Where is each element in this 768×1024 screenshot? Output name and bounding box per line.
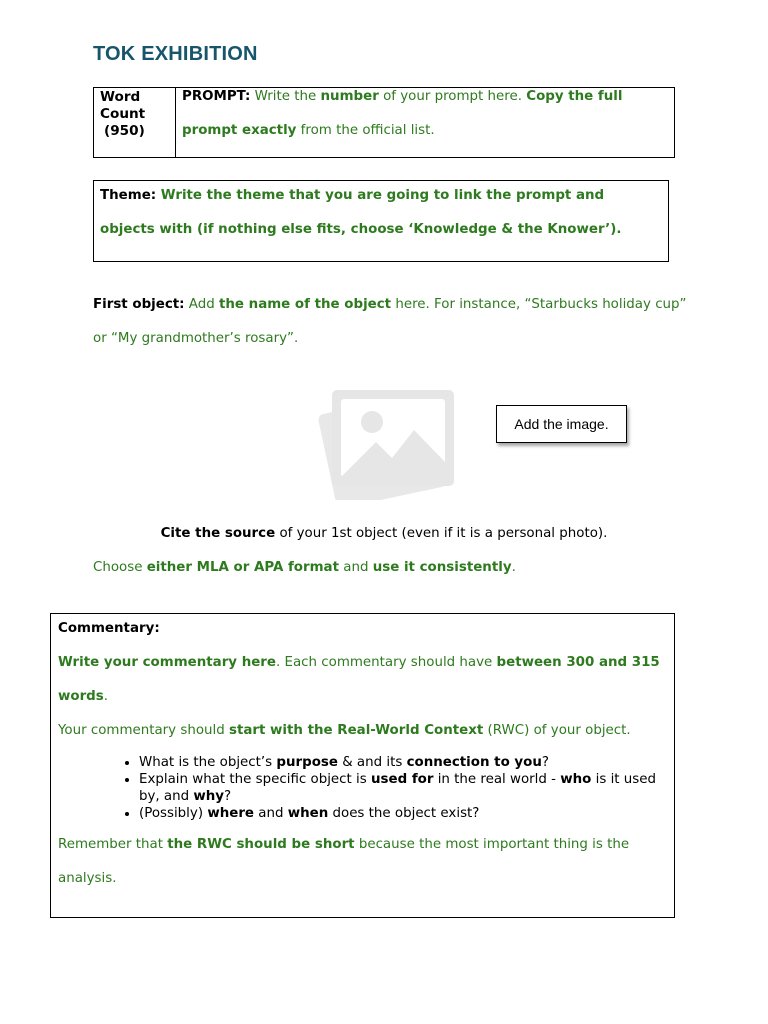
prompt-label: PROMPT: <box>182 89 251 104</box>
word-count-label-line1: Word <box>100 89 141 105</box>
prompt-table <box>93 87 675 158</box>
format-bold-2: use it consistently <box>372 560 512 575</box>
commentary-heading: Commentary: <box>58 621 160 636</box>
word-count-label-line2: Count <box>100 106 146 122</box>
format-text-2: and <box>339 560 373 575</box>
first-object-bold-1: the name of the object <box>218 297 392 312</box>
commentary-bold-1: Write your commentary here <box>58 655 276 670</box>
theme-text: Write the theme that you are going to link the prompt and objects with (if nothing else fits, choose ‘Knowledge & the Knower’). <box>100 188 622 237</box>
format-line <box>93 551 516 585</box>
image-placeholder-icon[interactable] <box>314 380 459 504</box>
rwc-bullet-list <box>58 754 667 822</box>
cite-text: of your 1st object (even if it is a personal photo). <box>275 526 608 541</box>
cite-bold: Cite the source <box>160 526 276 541</box>
first-object-label: First object: <box>93 297 185 312</box>
prompt-text-3: from the official list. <box>296 123 435 138</box>
commentary-reminder-bold: the RWC should be short <box>167 837 355 852</box>
page-title: TOK EXHIBITION <box>93 43 258 65</box>
commentary-text-1: . Each commentary should have <box>276 655 497 670</box>
format-text-3: . <box>511 560 516 575</box>
first-object-text-1: Add <box>184 297 219 312</box>
add-image-textbox[interactable]: Add the image. <box>496 405 627 443</box>
prompt-text-1: Write the <box>250 89 321 104</box>
cite-source-line <box>0 517 768 551</box>
commentary-box[interactable] <box>50 613 675 918</box>
bullet-item-where-when: • (Possibly) where and when does the object exist? <box>139 805 667 822</box>
commentary-rwc-text-1: Your commentary should <box>58 723 229 738</box>
prompt-text-2: of your prompt here. <box>378 89 527 104</box>
format-text-1: Choose <box>93 560 147 575</box>
prompt-bold-2: Copy the full prompt exactly <box>182 89 623 138</box>
commentary-reminder-text-1: Remember that <box>58 837 168 852</box>
commentary-reminder-text-2: because the most important thing is the analysis. <box>58 837 630 886</box>
theme-label: Theme: <box>100 188 157 203</box>
commentary-text-2: . <box>103 689 108 704</box>
word-count-value: (950) <box>104 123 145 139</box>
commentary-rwc-text-2: (RWC) of your object. <box>483 723 631 738</box>
word-count-cell <box>94 88 176 157</box>
commentary-bold-2: between 300 and 315 words <box>58 655 660 704</box>
commentary-rwc-bold: start with the Real-World Context <box>228 723 484 738</box>
theme-box[interactable] <box>93 180 669 262</box>
bullet-item-usage: • Explain what the specific object is used for in the real world - who is it used by, and why? <box>139 771 667 805</box>
prompt-bold-1: number <box>320 89 379 104</box>
prompt-cell[interactable] <box>176 80 674 157</box>
bullet-item-purpose: • What is the object’s purpose & and its connection to you? <box>139 754 667 771</box>
format-bold-1: either MLA or APA format <box>146 560 339 575</box>
first-object-paragraph <box>93 288 693 356</box>
first-object-text-2: here. For instance, “Starbucks holiday cup” or “My grandmother’s rosary”. <box>93 297 687 346</box>
